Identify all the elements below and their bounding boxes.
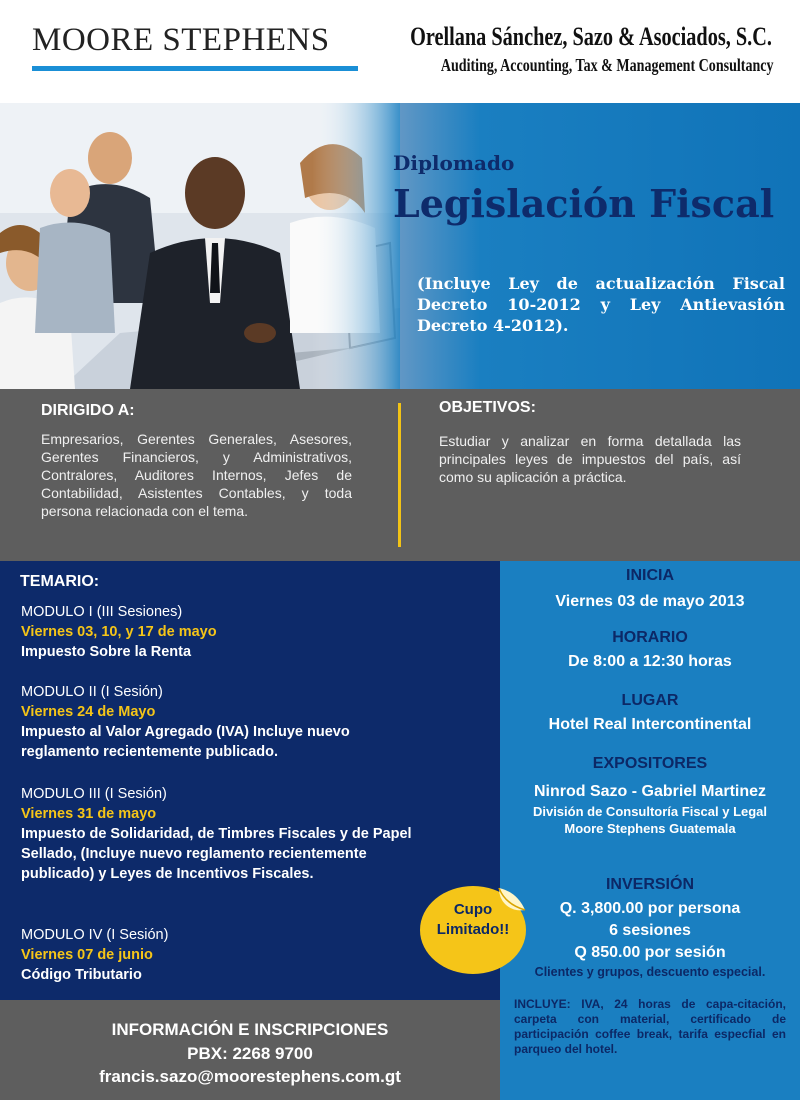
module-name: MODULO I (III Sesiones) [21, 604, 183, 620]
contact-email[interactable]: francis.sazo@moorestephens.com.gt [99, 1067, 401, 1086]
inversion-discount-note: Clientes y grupos, descuento especial. [534, 965, 766, 979]
course-title: Legislación Fiscal [393, 181, 775, 226]
inversion-heading: INVERSIÓN [605, 876, 694, 893]
objetivos-text: Estudiar y analizar en forma detallada las principales leyes de impuestos del país, así como su aplicación a práctica. [439, 433, 741, 485]
objetivos-heading: OBJETIVOS: [439, 399, 536, 416]
lugar-value: Hotel Real Intercontinental [548, 716, 752, 733]
audience-objectives-section [0, 389, 800, 561]
badge-line-2: Limitado!! [436, 921, 510, 938]
module-topic: Código Tributario [21, 967, 142, 983]
hero-banner [0, 103, 800, 389]
horario-value: De 8:00 a 12:30 horas [568, 653, 732, 670]
moore-stephens-logo: MOORE STEPHENS [32, 22, 330, 58]
module-topic: Impuesto al Valor Agregado (IVA) Incluye nuevo reglamento recientemente publicado. [21, 724, 350, 760]
expositores-value: Ninrod Sazo - Gabriel Martinez [533, 783, 767, 800]
module-name: MODULO III (I Sesión) [21, 786, 167, 802]
module-date: Viernes 31 de mayo [21, 806, 157, 822]
course-includes-note: (Incluye Ley de actualización Fiscal Decreto 10-2012 y Ley Antievasión Decreto 4-2012). [417, 274, 785, 335]
module-name: MODULO II (I Sesión) [21, 684, 163, 700]
expositores-heading: EXPOSITORES [592, 755, 708, 772]
event-info-panel [500, 561, 800, 1100]
contact-heading: INFORMACIÓN E INSCRIPCIONES [111, 1020, 389, 1039]
temario-heading: TEMARIO: [20, 573, 100, 590]
inversion-price-person: Q. 3,800.00 por persona [559, 900, 741, 917]
module-name: MODULO IV (I Sesión) [21, 927, 169, 943]
expositores-division: División de Consultoría Fiscal y Legal [532, 804, 768, 819]
module-2 [21, 682, 441, 762]
incluye-text: INCLUYE: IVA, 24 horas de capa-citación, carpeta con material, certificado de participación coffee break, tarifa especfial en parqueo del hotel. [514, 997, 786, 1056]
business-team-photo [0, 103, 400, 389]
module-date: Viernes 03, 10, y 17 de mayo [21, 624, 217, 640]
horario-heading: HORARIO [612, 629, 688, 646]
expositores-company: Moore Stephens Guatemala [564, 821, 736, 836]
contact-phone: PBX: 2268 9700 [187, 1044, 313, 1063]
badge-line-1: Cupo [453, 901, 493, 918]
header [0, 0, 800, 103]
section-divider [398, 403, 401, 547]
logo-underline [32, 66, 358, 71]
dirigido-text: Empresarios, Gerentes Generales, Asesores, Gerentes Financieros, y Administrativos, Contralores, Auditores Internos, Jefes de Contabilidad, Asistentes Contables, y toda persona relacionada con el tema. [41, 431, 352, 519]
contact-footer [0, 1000, 500, 1100]
lugar-heading: LUGAR [621, 692, 679, 709]
dirigido-heading: DIRIGIDO A: [41, 402, 135, 419]
cupo-limitado-badge [417, 882, 529, 976]
module-3 [21, 784, 441, 884]
module-topic: Impuesto Sobre la Renta [21, 644, 192, 660]
module-date: Viernes 07 de junio [21, 947, 153, 963]
inversion-price-session: Q 850.00 por sesión [574, 944, 726, 961]
firm-subtitle: Auditing, Accounting, Tax & Management Consultancy [441, 55, 774, 75]
module-date: Viernes 24 de Mayo [21, 704, 156, 720]
inversion-sessions: 6 sesiones [609, 922, 691, 939]
module-1 [21, 602, 441, 662]
module-topic: Impuesto de Solidaridad, de Timbres Fiscales y de Papel Sellado, (Incluye nuevo reglamento recientemente publicado) y Leyes de Incentivos Fiscales. [21, 826, 412, 882]
inicia-value: Viernes 03 de mayo 2013 [555, 593, 745, 610]
diplomado-label: Diplomado [393, 151, 515, 175]
module-4 [21, 925, 441, 985]
inicia-heading: INICIA [626, 567, 674, 584]
firm-name: Orellana Sánchez, Sazo & Asociados, S.C. [410, 22, 772, 51]
